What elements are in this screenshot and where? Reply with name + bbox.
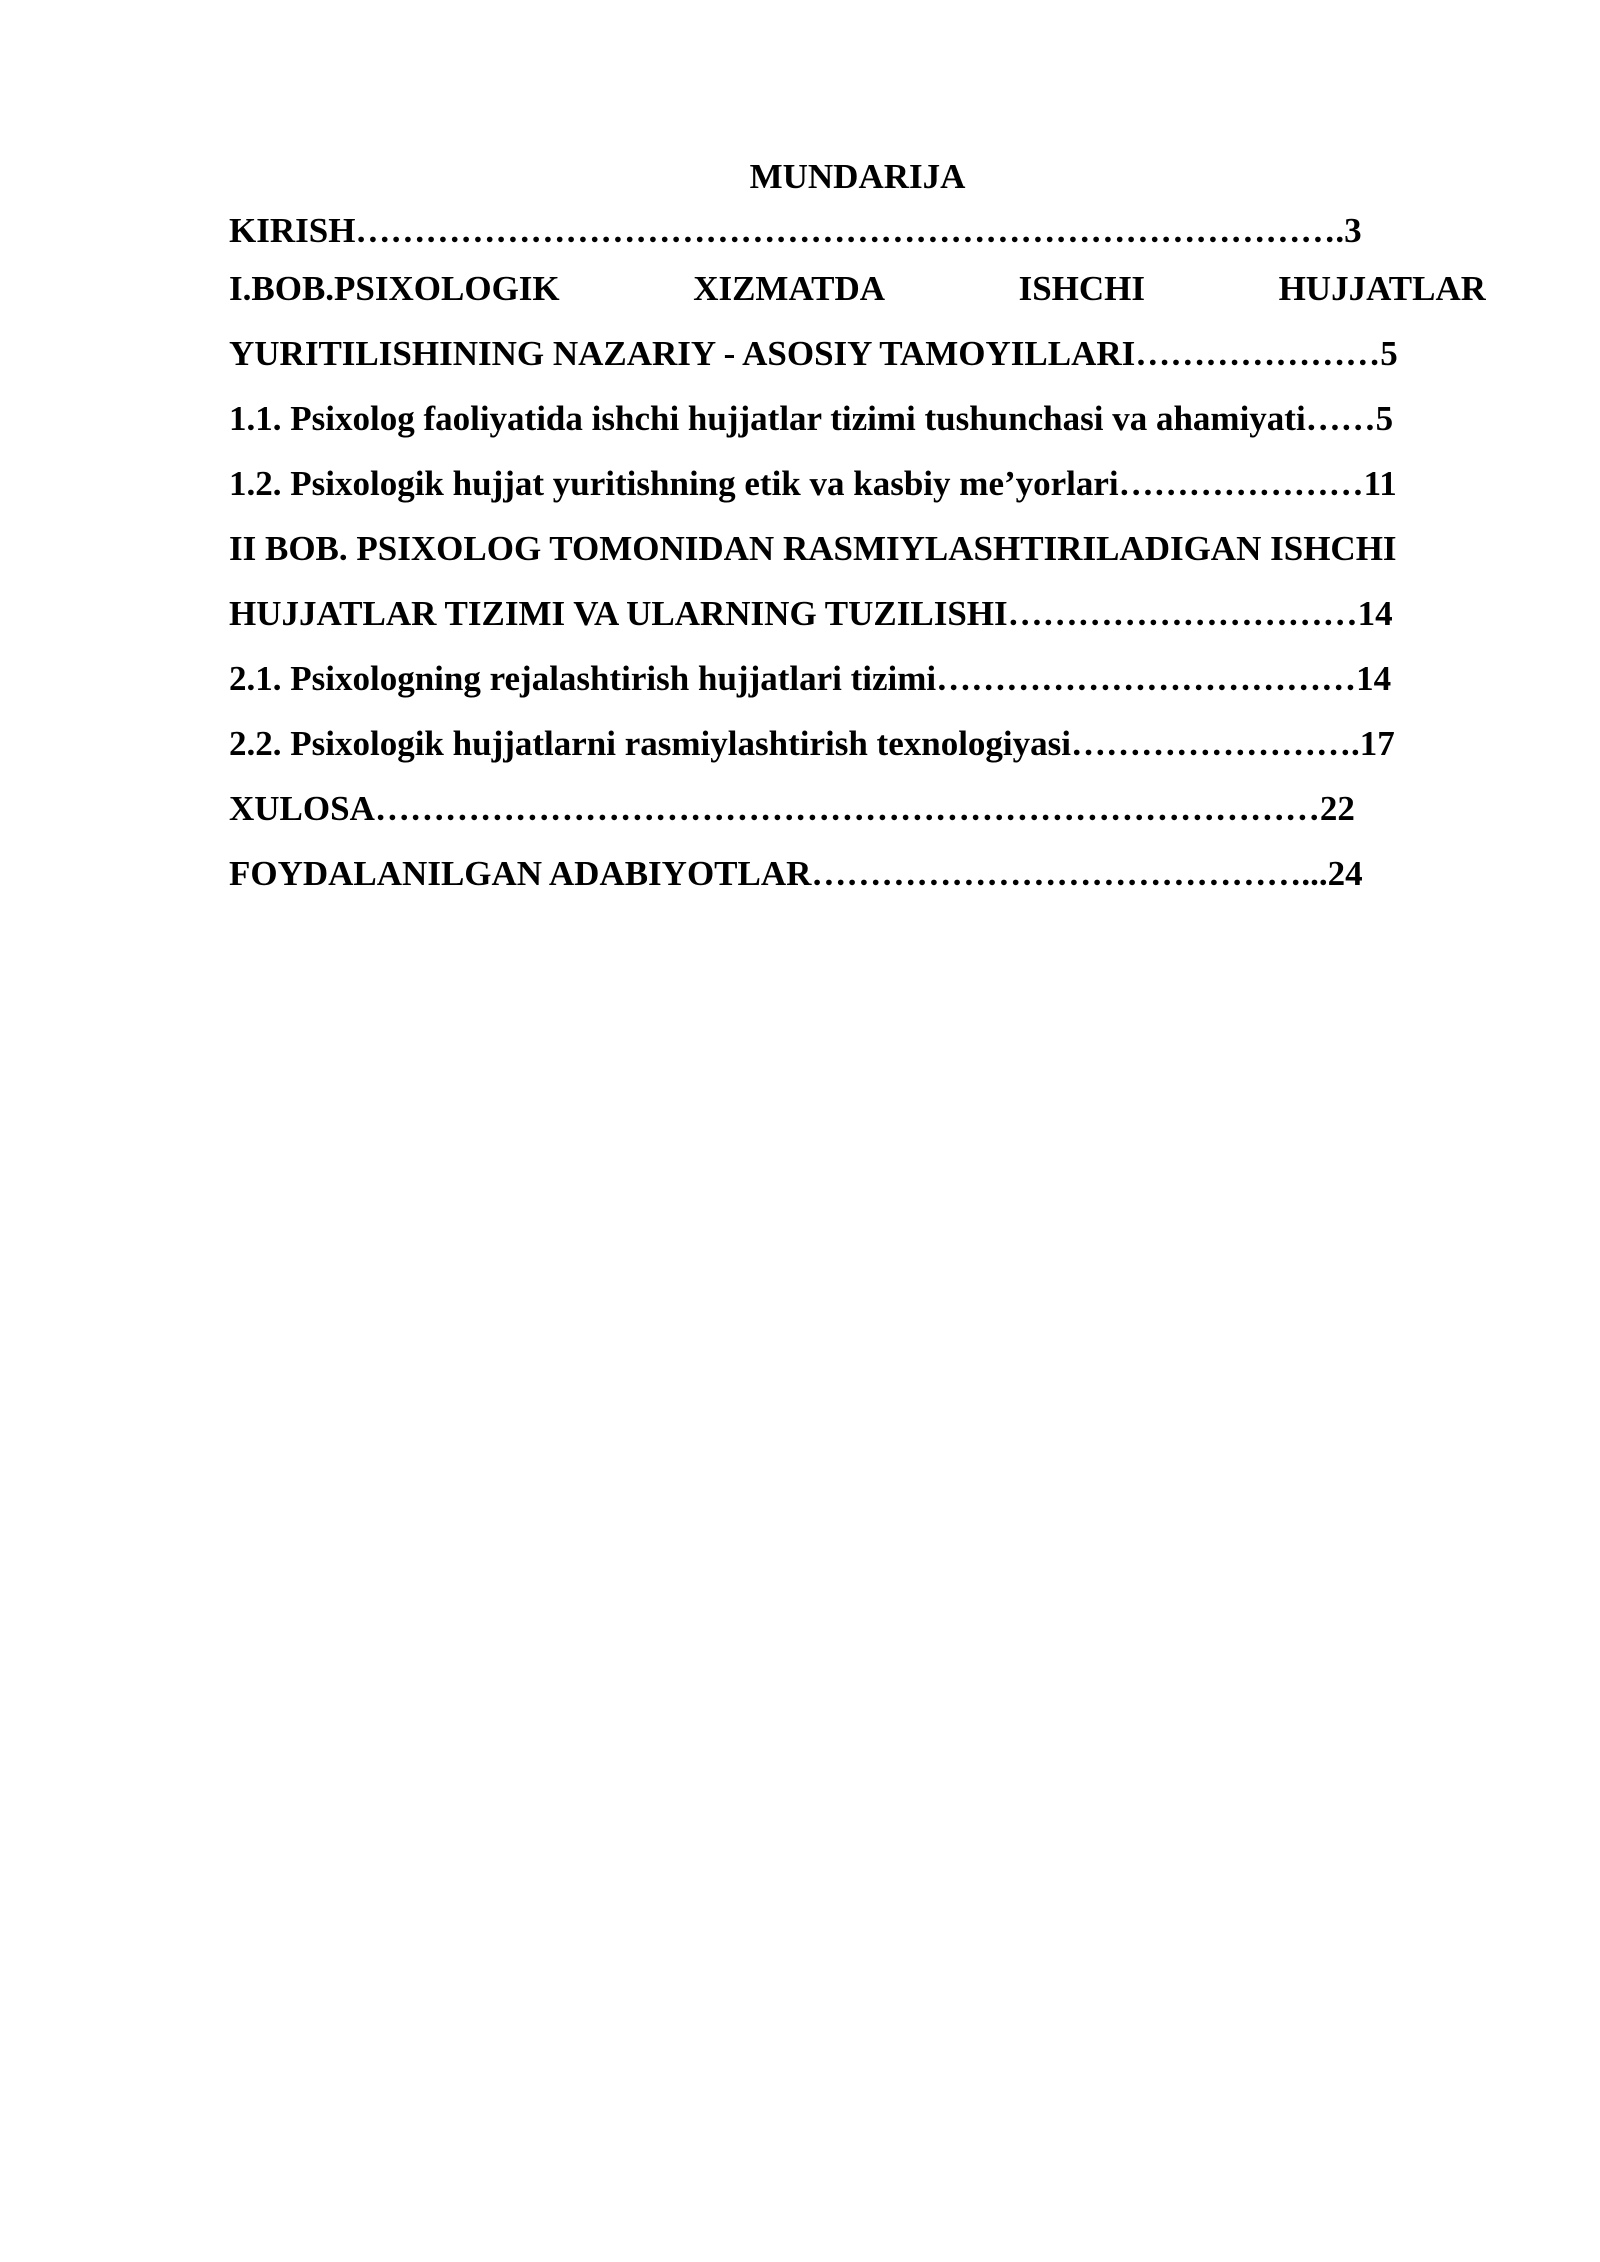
toc-entry-section-2-1: 2.1. Psixologning rejalashtirish hujjatlari tizimi………………………………14 [229,659,1392,698]
toc-entry-chapter-1-line-1 [229,256,1486,321]
toc-entry-kirish: KIRISH………………………………………………………………………….3 [229,211,1362,250]
toc-entry-chapter-2-line-2: HUJJATLAR TIZIMI VA ULARNING TUZILISHI…………………………14 [229,594,1393,633]
toc-entry-xulosa: XULOSA………………………………………………………………………22 [229,789,1355,828]
toc-entry-section-1-2: 1.2. Psixologik hujjat yuritishning etik va kasbiy me’yorlari…………………11 [229,464,1397,503]
toc-title: MUNDARIJA [749,157,966,196]
toc-entry-section-1-1: 1.1. Psixolog faoliyatida ishchi hujjatlar tizimi tushunchasi va ahamiyati……5 [229,399,1394,438]
toc-entry-chapter-2-line-1: II BOB. PSIXOLOG TOMONIDAN RASMIYLASHTIRILADIGAN ISHCHI [229,529,1397,568]
toc-word: I.BOB.PSIXOLOGIK [229,269,560,308]
toc-entry-chapter-1-line-2: YURITILISHINING NAZARIY - ASOSIY TAMOYILLARI…………………5 [229,334,1398,373]
toc-entry-bibliography: FOYDALANILGAN ADABIYOTLAR……………………………………...24 [229,854,1363,893]
toc-word: HUJJATLAR [1278,269,1486,308]
toc-word: XIZMATDA [693,269,886,308]
toc-word: ISHCHI [1018,269,1146,308]
toc-entry-section-2-2: 2.2. Psixologik hujjatlarni rasmiylashtirish texnologiyasi…………………….17 [229,724,1395,763]
table-of-contents [229,148,1486,906]
